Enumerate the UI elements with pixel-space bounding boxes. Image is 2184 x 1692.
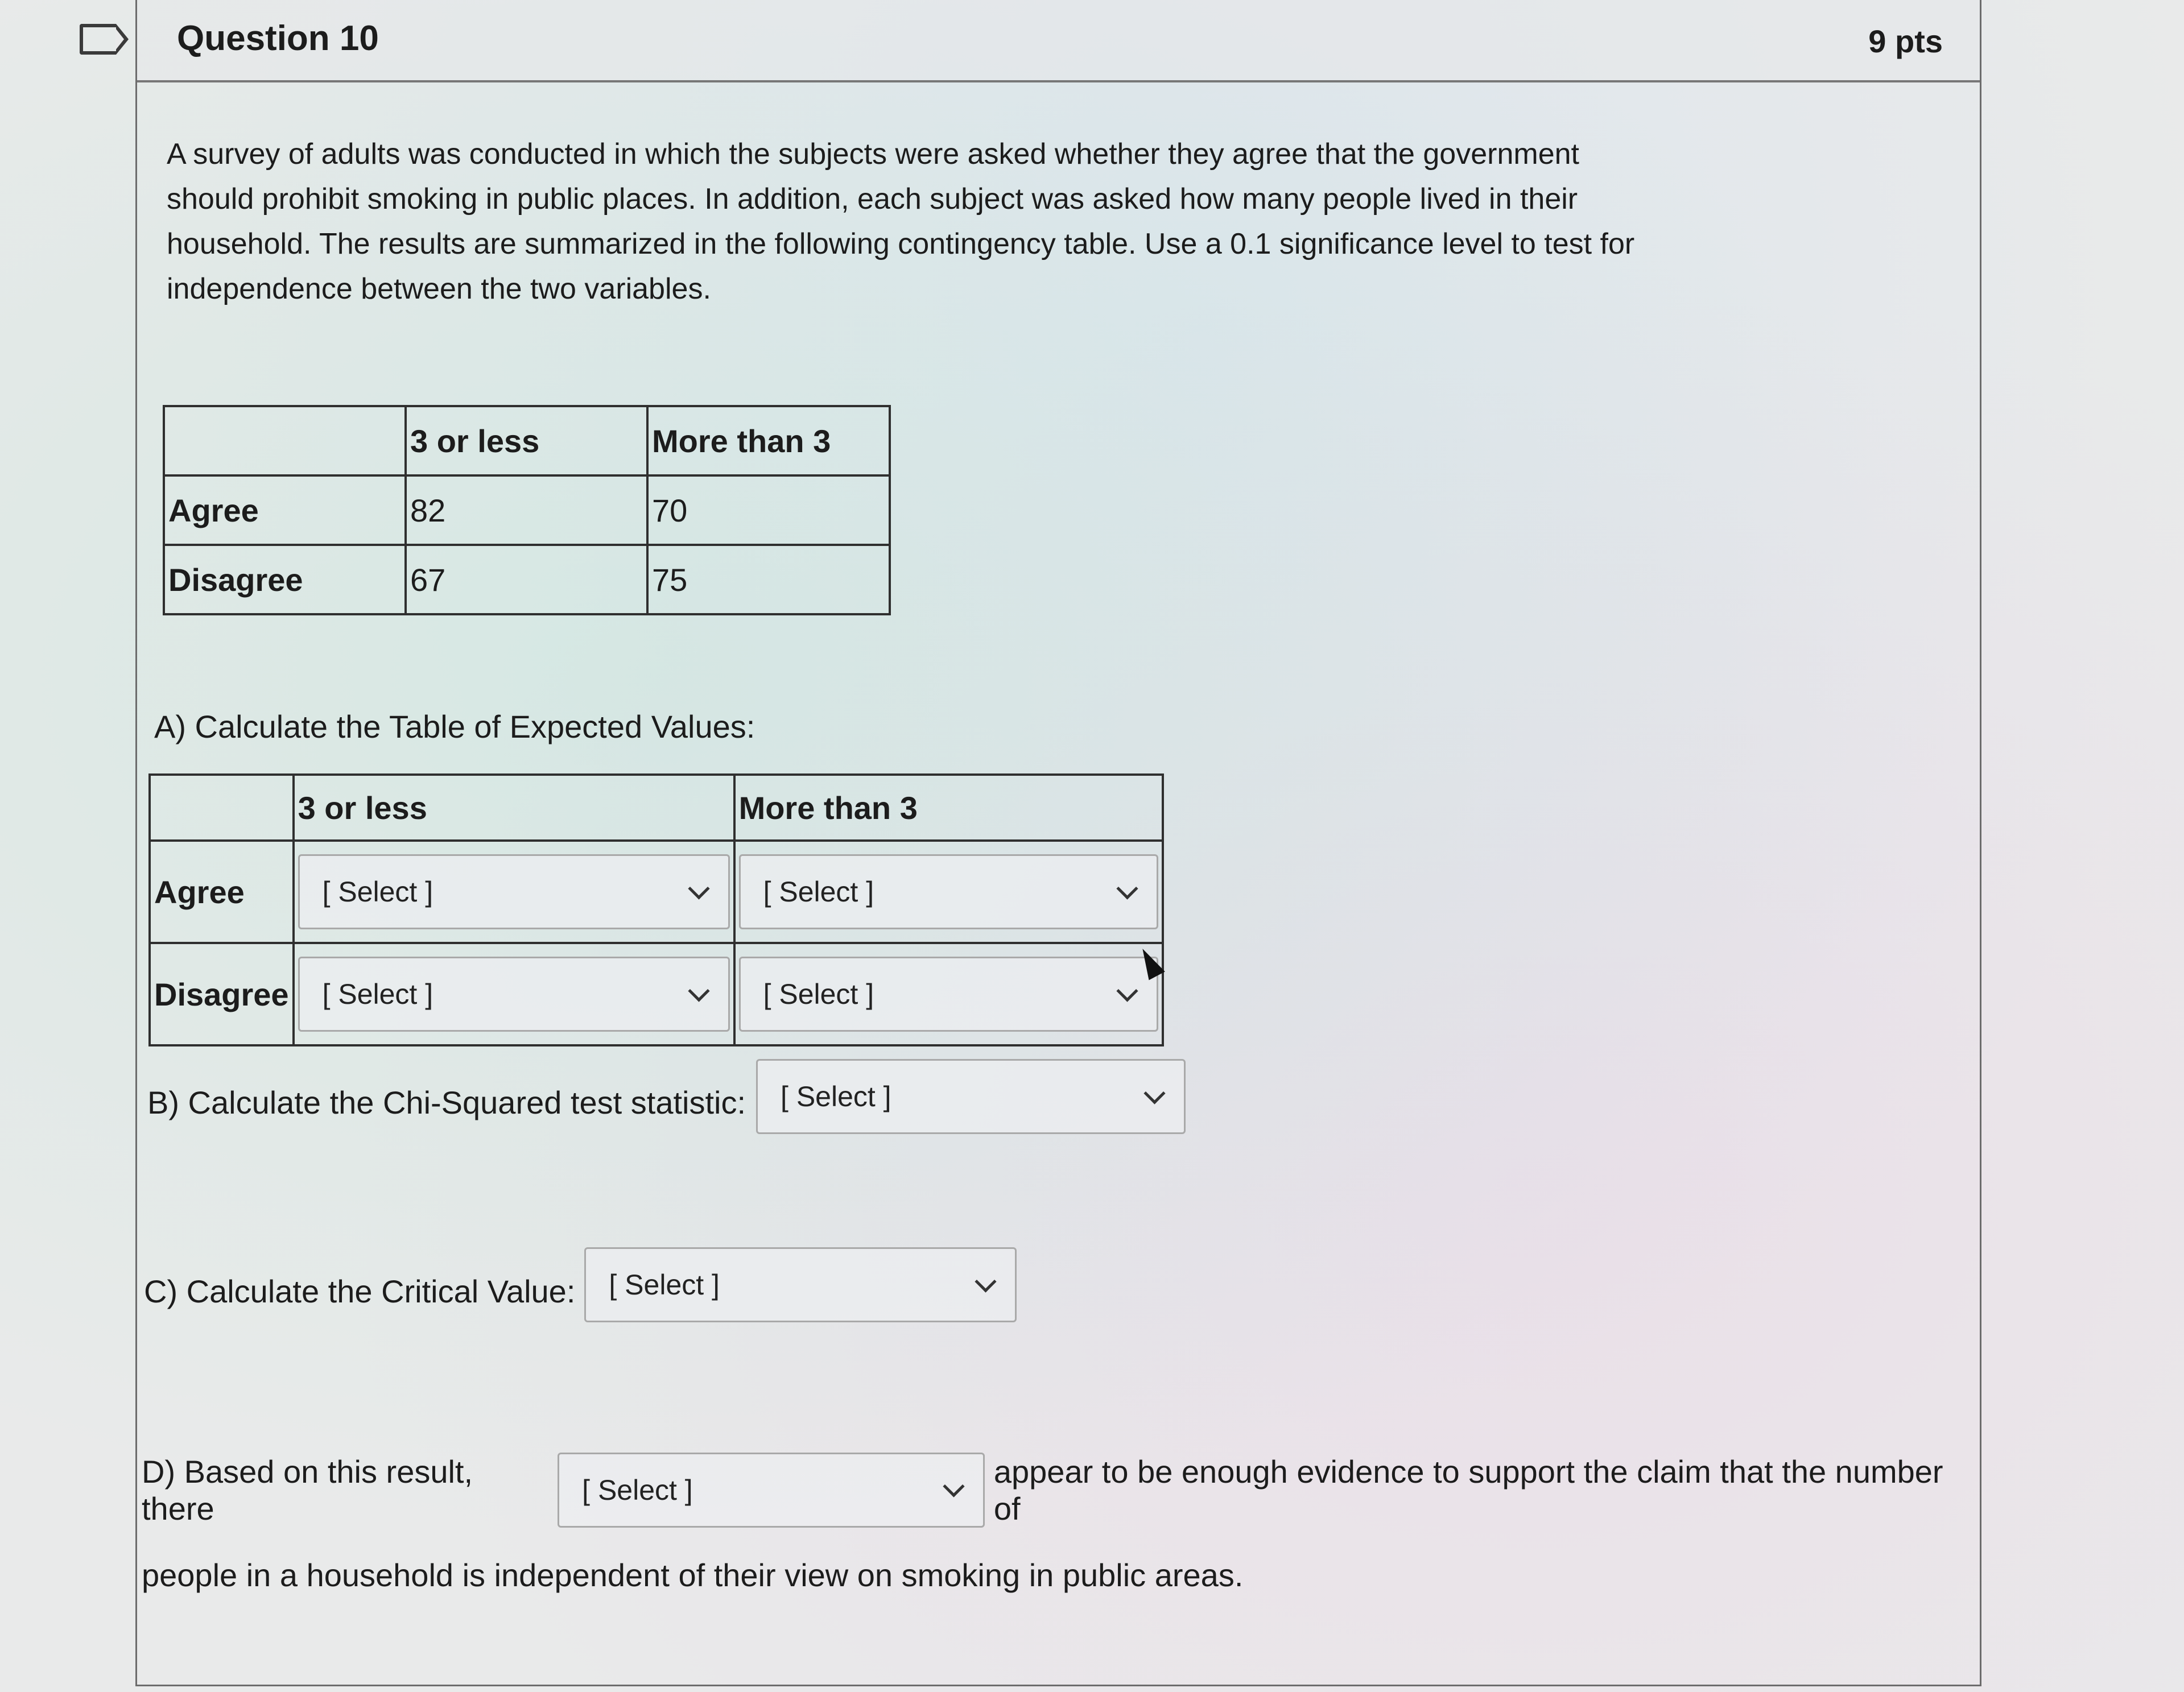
expected-disagree-3-or-less-select[interactable] [298, 957, 730, 1032]
part-d-text-after: appear to be enough evidence to support the claim that the number of [993, 1453, 1943, 1526]
question-title: Question 10 [177, 19, 379, 58]
table-header-row [150, 775, 1163, 841]
table-header-cell: 3 or less [406, 406, 647, 475]
select-value: [ Select ] [781, 1081, 891, 1112]
table-header-cell [150, 775, 294, 841]
part-a-label: A) Calculate the Table of Expected Values: [154, 709, 755, 744]
part-c-label: C) Calculate the Critical Value: [144, 1273, 576, 1309]
question-header [137, 0, 1980, 82]
select-value: [ Select ] [609, 1269, 720, 1301]
table-row [150, 943, 1163, 1045]
table-cell [294, 943, 734, 1045]
expected-disagree-more-than-3-select[interactable] [739, 957, 1158, 1032]
question-card [135, 0, 1981, 1686]
chi-squared-select[interactable] [756, 1059, 1186, 1134]
chevron-down-icon [943, 1475, 964, 1497]
part-d-line-1 [142, 1451, 1962, 1528]
expected-agree-more-than-3-select[interactable] [739, 854, 1158, 929]
table-cell [294, 841, 734, 943]
chevron-down-icon [975, 1271, 997, 1292]
select-value: [ Select ] [763, 876, 874, 908]
table-header-cell: More than 3 [734, 775, 1163, 841]
row-label: Agree [164, 475, 406, 545]
chevron-down-icon [1116, 980, 1138, 1002]
table-cell [734, 841, 1163, 943]
table-header-row [164, 406, 890, 475]
part-c [144, 1260, 1017, 1322]
table-header-cell: More than 3 [647, 406, 890, 475]
part-d-line-2: people in a household is independent of their view on smoking in public areas. [142, 1557, 1244, 1593]
table-cell: 70 [647, 475, 890, 545]
row-label: Disagree [164, 545, 406, 614]
table-cell: 67 [406, 545, 647, 614]
expected-agree-3-or-less-select[interactable] [298, 854, 730, 929]
part-b [147, 1070, 1186, 1134]
conclusion-select[interactable] [558, 1453, 985, 1528]
table-header-cell [164, 406, 406, 475]
table-cell: 82 [406, 475, 647, 545]
select-value: [ Select ] [322, 978, 434, 1010]
part-d-text-before: D) Based on this result, there [142, 1453, 473, 1526]
table-cell [734, 943, 1163, 1045]
part-d [142, 1451, 1962, 1594]
critical-value-select[interactable] [584, 1247, 1017, 1322]
bookmark-icon[interactable] [80, 24, 116, 55]
row-label: Disagree [150, 943, 294, 1045]
expected-values-table [148, 773, 1164, 1046]
select-value: [ Select ] [582, 1474, 693, 1506]
table-row [150, 841, 1163, 943]
row-label: Agree [150, 841, 294, 943]
table-header-cell: 3 or less [294, 775, 734, 841]
table-cell: 75 [647, 545, 890, 614]
chevron-down-icon [1143, 1082, 1165, 1104]
chevron-down-icon [688, 980, 709, 1002]
question-points: 9 pts [1868, 23, 1943, 59]
observed-contingency-table [163, 405, 891, 615]
chevron-down-icon [1116, 878, 1138, 899]
table-row [164, 475, 890, 545]
chevron-down-icon [688, 878, 709, 899]
select-value: [ Select ] [322, 876, 434, 908]
question-stem: A survey of adults was conducted in which the subjects were asked whether they agree that the government should prohibit smoking in public places. In addition, each subject was asked how many people lived in their household. The results are summarized in the following contingency table. Use a 0.1 significance level to test for independence between the two variables. [167, 138, 1635, 305]
select-value: [ Select ] [763, 978, 874, 1010]
part-b-label: B) Calculate the Chi-Squared test statistic: [147, 1084, 746, 1120]
table-row [164, 545, 890, 614]
